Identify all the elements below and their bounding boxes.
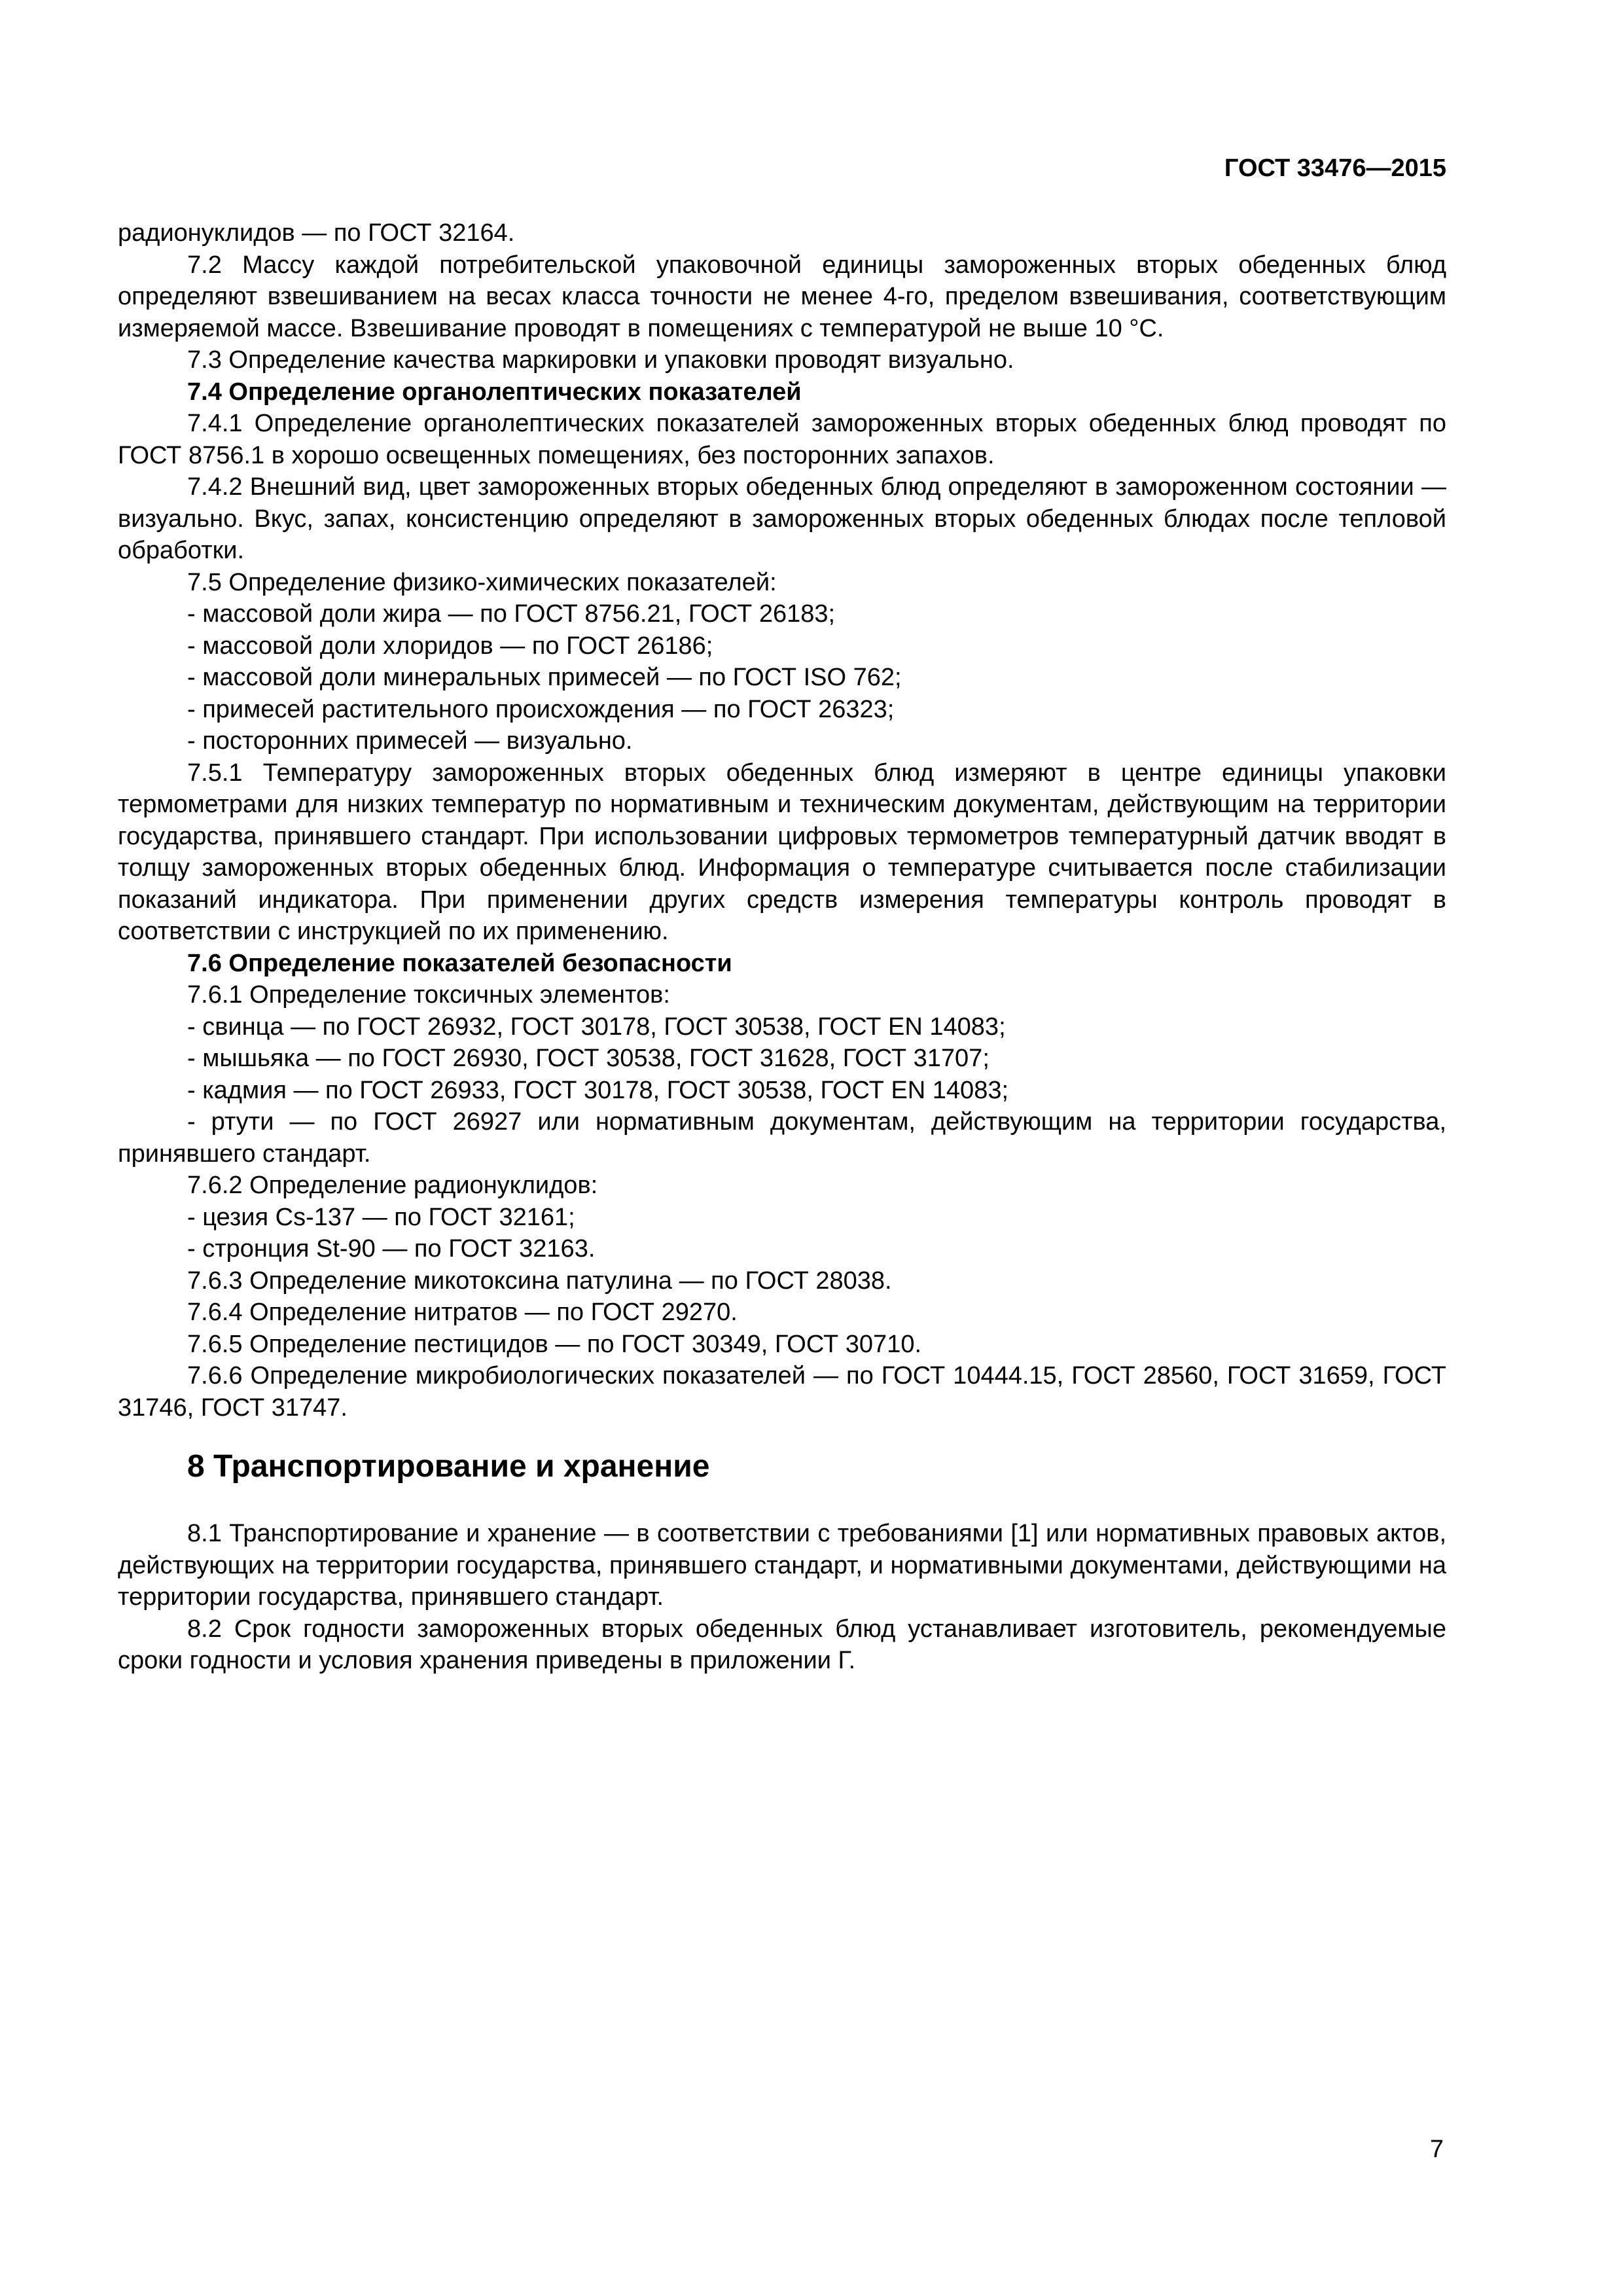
paragraph-7-6-4: 7.6.4 Определение нитратов — по ГОСТ 29270. [187,1299,738,1326]
paragraph-7-4-1: 7.4.1 Определение органолептических показателей замороженных вторых обеденных блюд проводят по ГОСТ 8756.1 в хорошо освещенных помещениях, без посторонних запахов. [118,410,1446,469]
list-item: - массовой доли жира — по ГОСТ 8756.21, ГОСТ 26183; [187,600,836,628]
list-item: - посторонних примесей — визуально. [187,727,633,755]
list-item: - стронция St-90 — по ГОСТ 32163. [187,1235,596,1263]
list-item: - массовой доли минеральных примесей — по ГОСТ ISO 762; [187,664,902,691]
list-item: - примесей растительного происхождения — по ГОСТ 26323; [187,695,895,723]
paragraph-continuation: радионуклидов — по ГОСТ 32164. [118,219,515,247]
paragraph-7-2 [118,249,1446,345]
heading-7-4: 7.4 Определение органолептических показателей [187,378,802,406]
page-number: 7 [1429,2136,1444,2163]
section-8-heading: 8 Транспортирование и хранение [187,1449,710,1484]
list-item-mercury: - ртути — по ГОСТ 26927 или нормативным документам, действующим на территории государства, принявшего стандарт. [118,1108,1446,1168]
temperature-unit: °С. [1129,314,1164,342]
list-item: - свинца — по ГОСТ 26932, ГОСТ 30178, ГОСТ 30538, ГОСТ EN 14083; [187,1013,1006,1041]
document-body [118,217,1446,1677]
paragraph-8-2: 8.2 Срок годности замороженных вторых обеденных блюд устанавливает изготовитель, рекомендуемые сроки годности и условия хранения приведены в приложении Г. [118,1615,1446,1674]
heading-7-6: 7.6 Определение показателей безопасности [187,949,732,977]
list-item: - мышьяка — по ГОСТ 26930, ГОСТ 30538, ГОСТ 31628, ГОСТ 31707; [187,1045,990,1072]
paragraph-7-5: 7.5 Определение физико-химических показателей: [187,568,777,596]
list-item: - цезия Cs-137 — по ГОСТ 32161; [187,1203,575,1231]
paragraph-7-6-6: 7.6.6 Определение микробиологических показателей — по ГОСТ 10444.15, ГОСТ 28560, ГОСТ 31659, ГОСТ 31746, ГОСТ 31747. [118,1362,1446,1422]
paragraph-7-6-3: 7.6.3 Определение микотоксина патулина — по ГОСТ 28038. [187,1266,892,1295]
paragraph-7-4-2: 7.4.2 Внешний вид, цвет замороженных вторых обеденных блюд определяют в замороженном состоянии — визуально. Вкус, запах, консистенцию определяют в замороженных вторых обеденных блюдах после тепловой обработки. [118,473,1446,564]
paragraph-7-5-1: 7.5.1 Температуру замороженных вторых обеденных блюд измеряют в центре единицы упаковки термометрами для низких температур по нормативным и техническим документам, действующим на территории государства, принявшего стандарт. При использовании цифровых термометров температурный датчик вводят в толщу замороженных вторых обеденных блюд. Информация о температуре считывается после стабилизации показаний индикатора. При применении других средств измерения температуры контроль проводят в соответствии с инструкцией по их применению. [118,759,1446,945]
paragraph-7-6-1: 7.6.1 Определение токсичных элементов: [187,981,670,1009]
paragraph-7-6-5: 7.6.5 Определение пестицидов — по ГОСТ 30349, ГОСТ 30710. [187,1330,922,1358]
list-item: - массовой доли хлоридов — по ГОСТ 26186; [187,632,713,660]
paragraph-7-6-2: 7.6.2 Определение радионуклидов: [187,1172,598,1199]
paragraph-7-3: 7.3 Определение качества маркировки и упаковки проводят визуально. [187,346,1014,374]
list-item: - кадмия — по ГОСТ 26933, ГОСТ 30178, ГОСТ 30538, ГОСТ EN 14083; [187,1076,1009,1104]
paragraph-8-1: 8.1 Транспортирование и хранение — в соответствии с требованиями [1] или нормативных правовых актов, действующих на территории государства, принявшего стандарт, и нормативными документами, действующими на территории государства, принявшего стандарт. [118,1520,1446,1611]
standard-code-header: ГОСТ 33476—2015 [1224,154,1446,182]
paragraph-7-2-text: 7.2 Массу каждой потребительской упаковочной единицы замороженных вторых обеденных блюд определяют взвешиванием на весах класса точности не менее 4-го, пределом взвешивания, соответствующим измеряемой массе. Взвешивание проводят в помещениях с температурой не выше 10 [118,251,1446,342]
